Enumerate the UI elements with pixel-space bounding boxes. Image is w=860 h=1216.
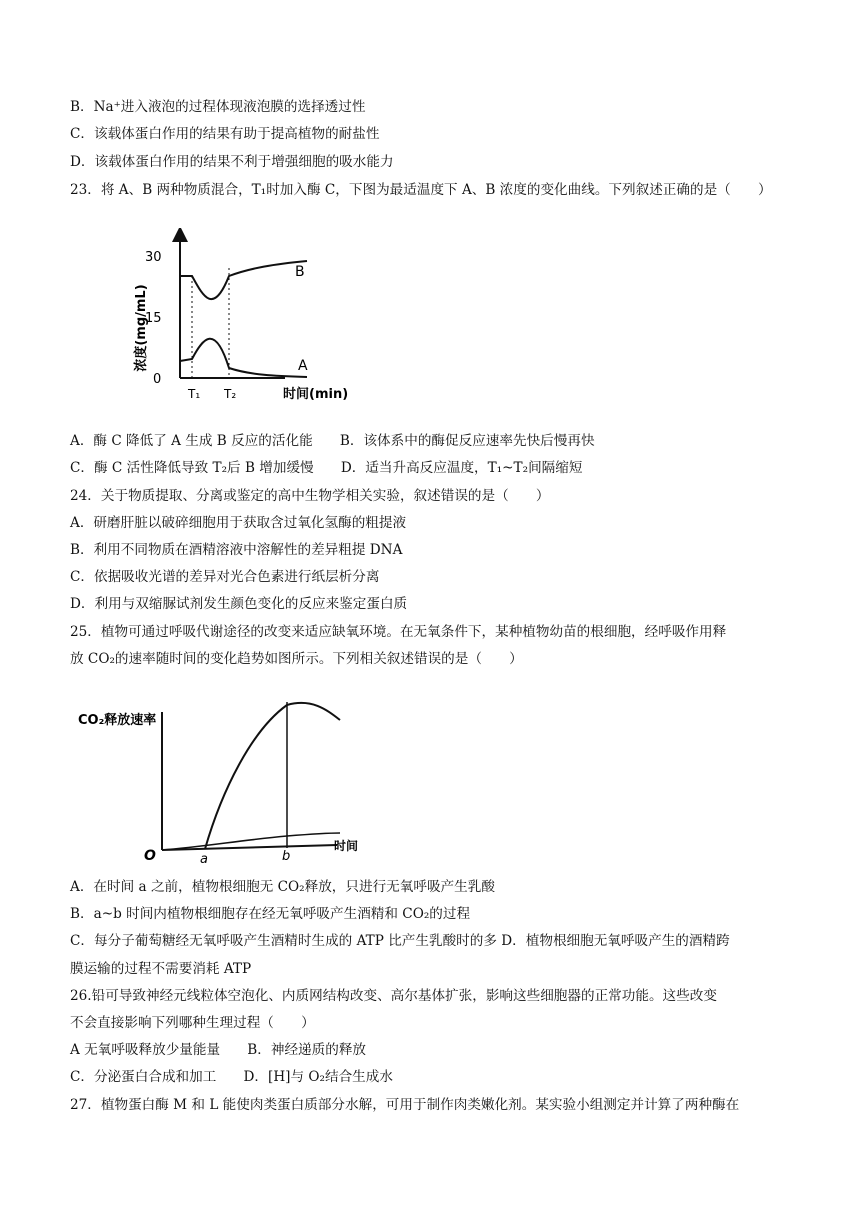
q22-option-b: B．Na⁺进入液泡的过程体现液泡膜的选择透过性 [70, 99, 366, 115]
y-tick-30: 30 [145, 250, 162, 265]
x-axis-label: 时间 [334, 839, 359, 853]
x-tick-a: a [200, 852, 208, 865]
series-b-line [180, 261, 307, 299]
q24-option-d: D．利用与双缩脲试剂发生颜色变化的反应来鉴定蛋白质 [70, 596, 408, 612]
q27-stem: 27．植物蛋白酶 M 和 L 能使肉类蛋白质部分水解，可用于制作肉类嫩化剂。某实验小组测定并计算了两种酶在 [70, 1097, 740, 1113]
q23-options-cd: C．酶 C 活性降低导致 T₂后 B 增加缓慢 D．适当升高反应温度，T₁~T₂间隔缩短 [70, 460, 583, 476]
q25-option-b: B．a~b 时间内植物根细胞存在经无氧呼吸产生酒精和 CO₂的过程 [70, 906, 471, 922]
q24-option-a: A．研磨肝脏以破碎细胞用于获取含过氧化氢酶的粗提液 [70, 515, 407, 531]
co2-curve-main [205, 703, 340, 849]
q25-stem-1: 25．植物可通过呼吸代谢途径的改变来适应缺氧环境。在无氧条件下，某种植物幼苗的根细胞，经呼吸作用释 [70, 624, 727, 640]
x-axis-label: 时间(min) [283, 387, 349, 402]
figure-concentration-chart [105, 228, 365, 408]
q22-option-c: C．该载体蛋白作用的结果有助于提高植物的耐盐性 [70, 126, 380, 142]
q23-stem: 23．将 A、B 两种物质混合，T₁时加入酶 C，下图为最适温度下 A、B 浓度的变化曲线。下列叙述正确的是（ ） [70, 182, 772, 198]
q26-stem-1: 26.铅可导致神经元线粒体空泡化、内质网结构改变、高尔基体扩张，影响这些细胞器的正常功能。这些改变 [70, 988, 717, 1004]
q25-stem-2: 放 CO₂的速率随时间的变化趋势如图所示。下列相关叙述错误的是（ ） [70, 651, 523, 667]
q26-options-cd: C．分泌蛋白合成和加工 D．[H]与 O₂结合生成水 [70, 1069, 393, 1085]
q25-options-cd-2: 膜运输的过程不需要消耗 ATP [70, 961, 252, 977]
y-axis-label: 浓度(mg/mL) [134, 284, 149, 372]
x-tick-t1: T₁ [188, 387, 201, 401]
x-tick-t2: T₂ [224, 387, 237, 401]
y-tick-15: 15 [145, 311, 162, 326]
q22-option-d: D．该载体蛋白作用的结果不利于增强细胞的吸水能力 [70, 154, 394, 170]
q26-stem-2: 不会直接影响下列哪种生理过程（ ） [70, 1015, 315, 1031]
y-axis-label: CO₂释放速率 [78, 713, 157, 728]
series-a-line [180, 339, 307, 377]
q24-option-c: C．依据吸收光谱的差异对光合色素进行纸层析分离 [70, 569, 380, 585]
y-tick-0: 0 [153, 372, 162, 387]
q24-stem: 24．关于物质提取、分离或鉴定的高中生物学相关实验，叙述错误的是（ ） [70, 488, 550, 504]
q25-option-a: A．在时间 a 之前，植物根细胞无 CO₂释放，只进行无氧呼吸产生乳酸 [70, 879, 495, 895]
series-a-label: A [298, 358, 308, 374]
series-b-label: B [295, 264, 305, 280]
x-tick-b: b [282, 849, 291, 864]
q24-option-b: B．利用不同物质在酒精溶液中溶解性的差异粗提 DNA [70, 542, 403, 558]
q25-options-cd-1: C．每分子葡萄糖经无氧呼吸产生酒精时生成的 ATP 比产生乳酸时的多 D．植物根细胞无氧呼吸产生的酒精跨 [70, 933, 730, 949]
q23-options-ab: A．酶 C 降低了 A 生成 B 反应的活化能 B．该体系中的酶促反应速率先快后慢再快 [70, 433, 595, 449]
origin-label: O [144, 848, 156, 864]
q26-options-ab: A 无氧呼吸释放少量能量 B．神经递质的释放 [70, 1042, 367, 1058]
figure-co2-chart [72, 690, 382, 865]
